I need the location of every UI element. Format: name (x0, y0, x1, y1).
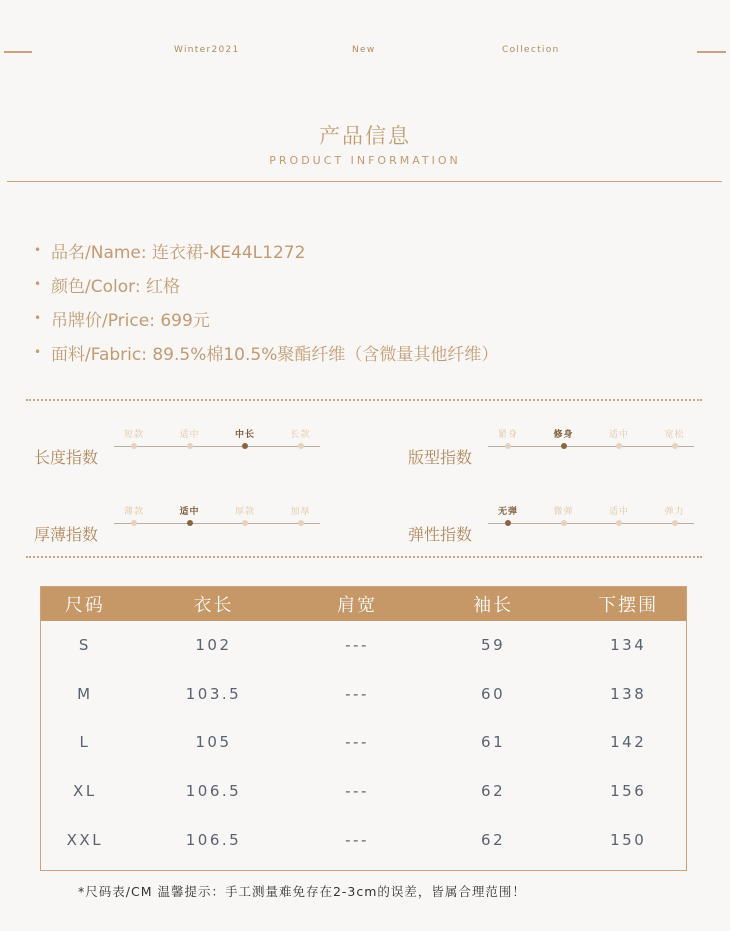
scale-dot (298, 520, 304, 526)
table-header (41, 587, 686, 621)
size-table (40, 586, 687, 871)
table-cell: 138 (610, 684, 647, 703)
table-cell: 142 (610, 733, 647, 752)
table-cell: S (78, 636, 91, 655)
scale-dot (298, 443, 304, 449)
table-cell: --- (345, 830, 369, 849)
table-cell: --- (345, 684, 369, 703)
table-cell: 106.5 (185, 782, 242, 801)
scale-dot (672, 520, 678, 526)
info-item-fabric (34, 335, 498, 369)
info-text: 品名/Name: 连衣裙-KE44L1272 (51, 242, 306, 263)
header-right-line (697, 51, 726, 53)
header-left-line (4, 51, 32, 53)
scale-selected-dot (561, 443, 567, 449)
scale-elasticity (408, 504, 730, 544)
title-divider (7, 181, 722, 182)
scale-track (488, 446, 694, 447)
scale-label: 厚薄指数 (34, 525, 99, 544)
product-info-list (34, 233, 498, 369)
table-row (41, 767, 686, 816)
scale-option-label: 长款 (290, 430, 311, 440)
table-cell: 102 (195, 636, 232, 655)
scale-option-label: 适中 (179, 507, 200, 517)
bullet-icon: • (34, 277, 42, 291)
scale-option-label: 适中 (608, 507, 629, 517)
header-cell: 肩宽 (337, 595, 378, 616)
scale-dot (131, 520, 137, 526)
scale-track (114, 523, 320, 524)
bullet-icon: • (34, 311, 42, 325)
dotted-divider-top (26, 399, 702, 401)
info-text: 颜色/Color: 红格 (51, 276, 180, 297)
scale-option-label: 紧身 (497, 430, 518, 440)
scale-option-label: 短款 (123, 430, 144, 440)
header-word-collection: Collection (502, 45, 560, 55)
table-cell: 105 (195, 733, 232, 752)
table-cell: 61 (481, 733, 506, 752)
table-cell: --- (345, 636, 369, 655)
table-cell: 156 (610, 782, 647, 801)
scale-dot (131, 443, 137, 449)
table-cell: M (77, 684, 93, 703)
header-cell: 尺码 (64, 595, 105, 616)
scale-dot (242, 520, 248, 526)
table-cell: --- (345, 782, 369, 801)
scale-selected-dot (505, 520, 511, 526)
scale-option-label: 微弹 (553, 507, 574, 517)
info-text: 吊牌价/Price: 699元 (51, 310, 210, 331)
table-cell: XL (73, 782, 97, 801)
scale-option-label: 厚款 (234, 507, 255, 517)
info-item-color (34, 267, 498, 301)
scale-option-label: 加厚 (290, 507, 311, 517)
header-cell: 下摆围 (598, 595, 659, 616)
scale-dot (616, 520, 622, 526)
section-title-cn: 产品信息 (319, 124, 411, 148)
table-row (41, 621, 686, 670)
scale-selected-dot (187, 520, 193, 526)
scale-option-label: 宽松 (664, 430, 685, 440)
dotted-divider-bottom (26, 556, 702, 558)
scale-thickness (34, 504, 364, 544)
scale-option-label: 适中 (608, 430, 629, 440)
scale-option-label: 适中 (179, 430, 200, 440)
scale-label: 长度指数 (34, 448, 99, 467)
size-note: *尺码表/CM 温馨提示：手工测量难免存在2-3cm的误差，皆属合理范围！ (78, 884, 526, 899)
scale-dot (561, 520, 567, 526)
scale-dot (187, 443, 193, 449)
scale-length (34, 427, 364, 467)
table-cell: 60 (481, 684, 506, 703)
scale-dot (616, 443, 622, 449)
table-cell: 62 (481, 782, 506, 801)
info-item-name (34, 233, 498, 267)
table-cell: 103.5 (185, 684, 242, 703)
table-cell: 59 (481, 636, 506, 655)
scale-selected-dot (242, 443, 248, 449)
table-cell: 106.5 (185, 830, 242, 849)
table-cell: 62 (481, 830, 506, 849)
table-row (41, 670, 686, 719)
table-row (41, 815, 686, 864)
header-cell: 袖长 (473, 595, 514, 616)
table-cell: L (79, 733, 91, 752)
scale-option-label: 弹力 (664, 507, 685, 517)
scale-label: 弹性指数 (408, 525, 473, 544)
info-text: 面料/Fabric: 89.5%棉10.5%聚酯纤维（含微量其他纤维） (51, 344, 499, 365)
scale-option-label: 修身 (553, 430, 574, 440)
bullet-icon: • (34, 345, 42, 359)
scale-dot (505, 443, 511, 449)
table-cell: XXL (66, 830, 104, 849)
table-cell: --- (345, 733, 369, 752)
header-bar (0, 44, 730, 60)
header-cell: 衣长 (193, 595, 234, 616)
scale-track (488, 523, 694, 524)
table-cell: 134 (610, 636, 647, 655)
header-word-winter: Winter2021 (174, 45, 240, 55)
table-cell: 150 (610, 830, 647, 849)
scale-option-label: 薄款 (123, 507, 144, 517)
scale-option-label: 中长 (234, 430, 255, 440)
scale-dot (672, 443, 678, 449)
info-item-price (34, 301, 498, 335)
scale-option-label: 无弹 (497, 507, 518, 517)
bullet-icon: • (34, 243, 42, 257)
scale-track (114, 446, 320, 447)
scale-label: 版型指数 (408, 448, 473, 467)
header-word-new: New (352, 45, 376, 55)
scale-fit (408, 427, 730, 467)
section-title-en: PRODUCT INFORMATION (269, 154, 461, 167)
table-row (41, 718, 686, 767)
